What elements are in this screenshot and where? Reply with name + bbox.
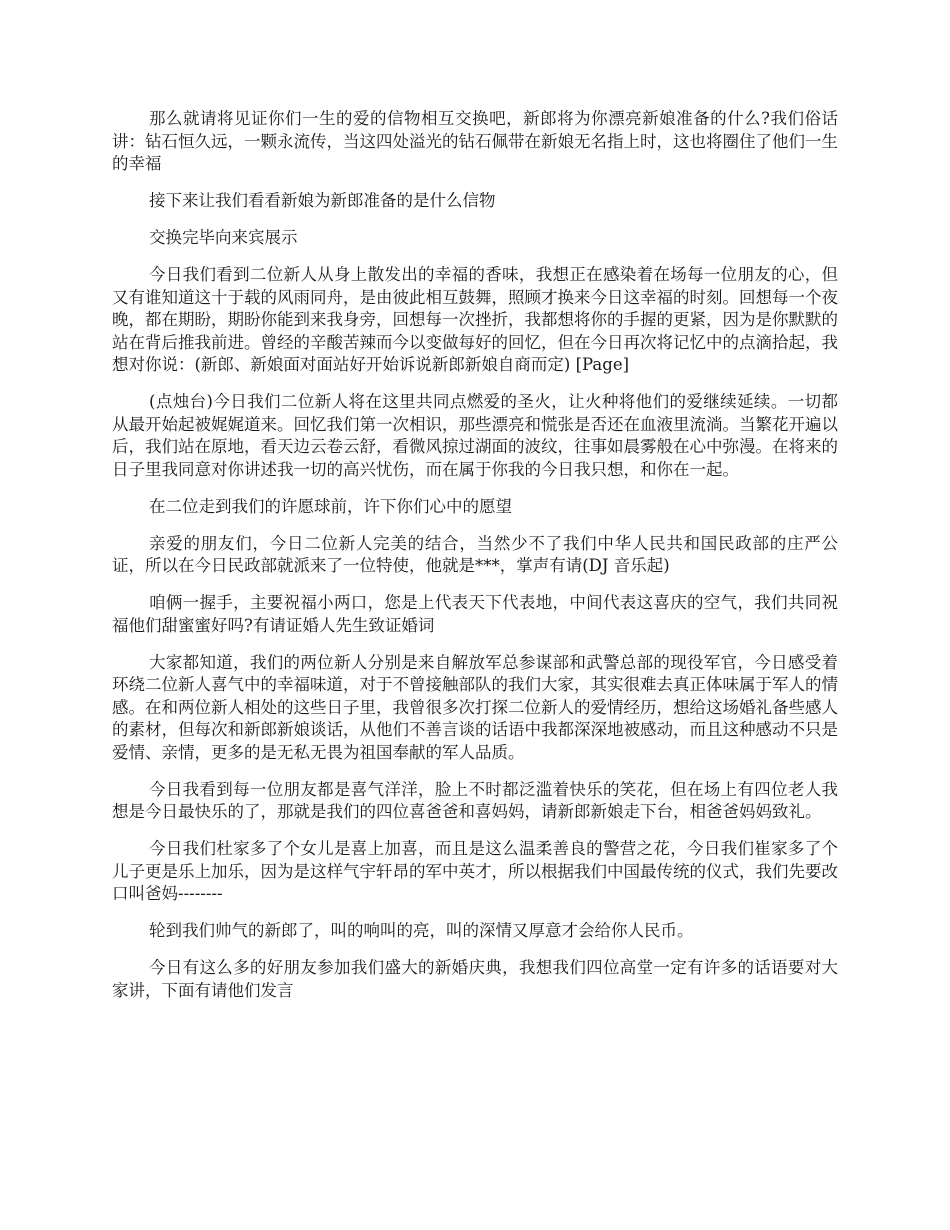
paragraph-ring-exchange: 那么就请将见证你们一生的爱的信物相互交换吧，新郎将为你漂亮新娘准备的什么?我们俗话讲：钻石恒久远，一颗永流传，当这四处溢光的钻石佩带在新娘无名指上时，这也将圈住了他们一生的幸福	[112, 109, 838, 173]
paragraph-show-guests: 交换完毕向来宾展示	[149, 228, 298, 247]
paragraph-groom-turn: 轮到我们帅气的新郎了，叫的响叫的亮，叫的深情又厚意才会给你人民币。	[149, 921, 694, 940]
paragraph-wish-ball: 在二位走到我们的许愿球前，许下你们心中的愿望	[149, 496, 512, 516]
paragraph-parents-speech: 今日有这么多的好朋友参加我们盛大的新婚庆典，我想我们四位高堂一定有许多的话语要对大家讲，下面有请他们发言	[112, 958, 838, 1000]
paragraph-candle-lighting: (点烛台)今日我们二位新人将在这里共同点燃爱的圣火，让火种将他们的爱继续延续。一切都从最开始起被娓娓道来。回忆我们第一次相识，那些漂亮和慌张是否还在血液里流淌。当繁花开遍以后，我们站在原地，看天边云卷云舒，看微风掠过湖面的波纹，往事如晨雾般在心中弥漫。在将来的日子里我同意对你讲述我一切的高兴忧伤，而在属于你我的今日我只想，和你在一起。	[112, 392, 838, 479]
paragraph-parents: 今日我看到每一位朋友都是喜气洋洋，脸上不时都泛滥着快乐的笑花，但在场上有四位老人我想是今日最快乐的了，那就是我们的四位喜爸爸和喜妈妈，请新郎新娘走下台，相爸爸妈妈致礼。	[112, 779, 838, 821]
paragraph-happiness: 今日我们看到二位新人从身上散发出的幸福的香味，我想正在感染着在场每一位朋友的心，但又有谁知道这十于载的风雨同舟，是由彼此相互鼓舞，照顾才换来今日这幸福的时刻。回想每一个夜晚，都在期盼，期盼你能到来我身旁，回想每一次挫折，我都想将你的手握的更紧，因为是你默默的站在背后推我前进。曾经的辛酸苦辣而今以变做每好的回忆，但在今日再次将记忆中的点滴拾起，我想对你说：(新郎、新娘面对面站好开始诉说新郎新娘自商而定) [Page]	[112, 265, 838, 374]
paragraph-handshake: 咱俩一握手，主要祝福小两口，您是上代表天下代表地，中间代表这喜庆的空气，我们共同祝福他们甜蜜蜜好吗?有请证婚人先生致证婚词	[112, 593, 838, 635]
document-page	[112, 108, 838, 1017]
paragraph-civil-affairs: 亲爱的朋友们，今日二位新人完美的结合，当然少不了我们中华人民共和国民政部的庄严公证，所以在今日民政部就派来了一位特使，他就是***，掌声有请(DJ 音乐起)	[112, 533, 838, 575]
paragraph-bride-token: 接下来让我们看看新娘为新郎准备的是什么信物	[149, 191, 496, 210]
paragraph-new-family: 今日我们杜家多了个女儿是喜上加喜，而且是这么温柔善良的警营之花，今日我们崔家多了个儿子更是乐上加乐，因为是这样气宇轩昂的军中英才，所以根据我们中国最传统的仪式，我们先要改口叫爸妈--------	[112, 839, 838, 903]
paragraph-military-couple: 大家都知道，我们的两位新人分别是来自解放军总参谋部和武警总部的现役军官，今日感受着环绕二位新人喜气中的幸福味道，对于不曾接触部队的我们大家，其实很难去真正体味属于军人的情感。在和两位新人相处的这些日子里，我曾很多次打探二位新人的爱情经历，想给这场婚礼备些感人的素材，但每次和新郎新娘谈话，从他们不善言谈的话语中我都深深地被感动，而且这种感动不只是爱情、亲情，更多的是无私无畏为祖国奉献的军人品质。	[112, 652, 838, 762]
